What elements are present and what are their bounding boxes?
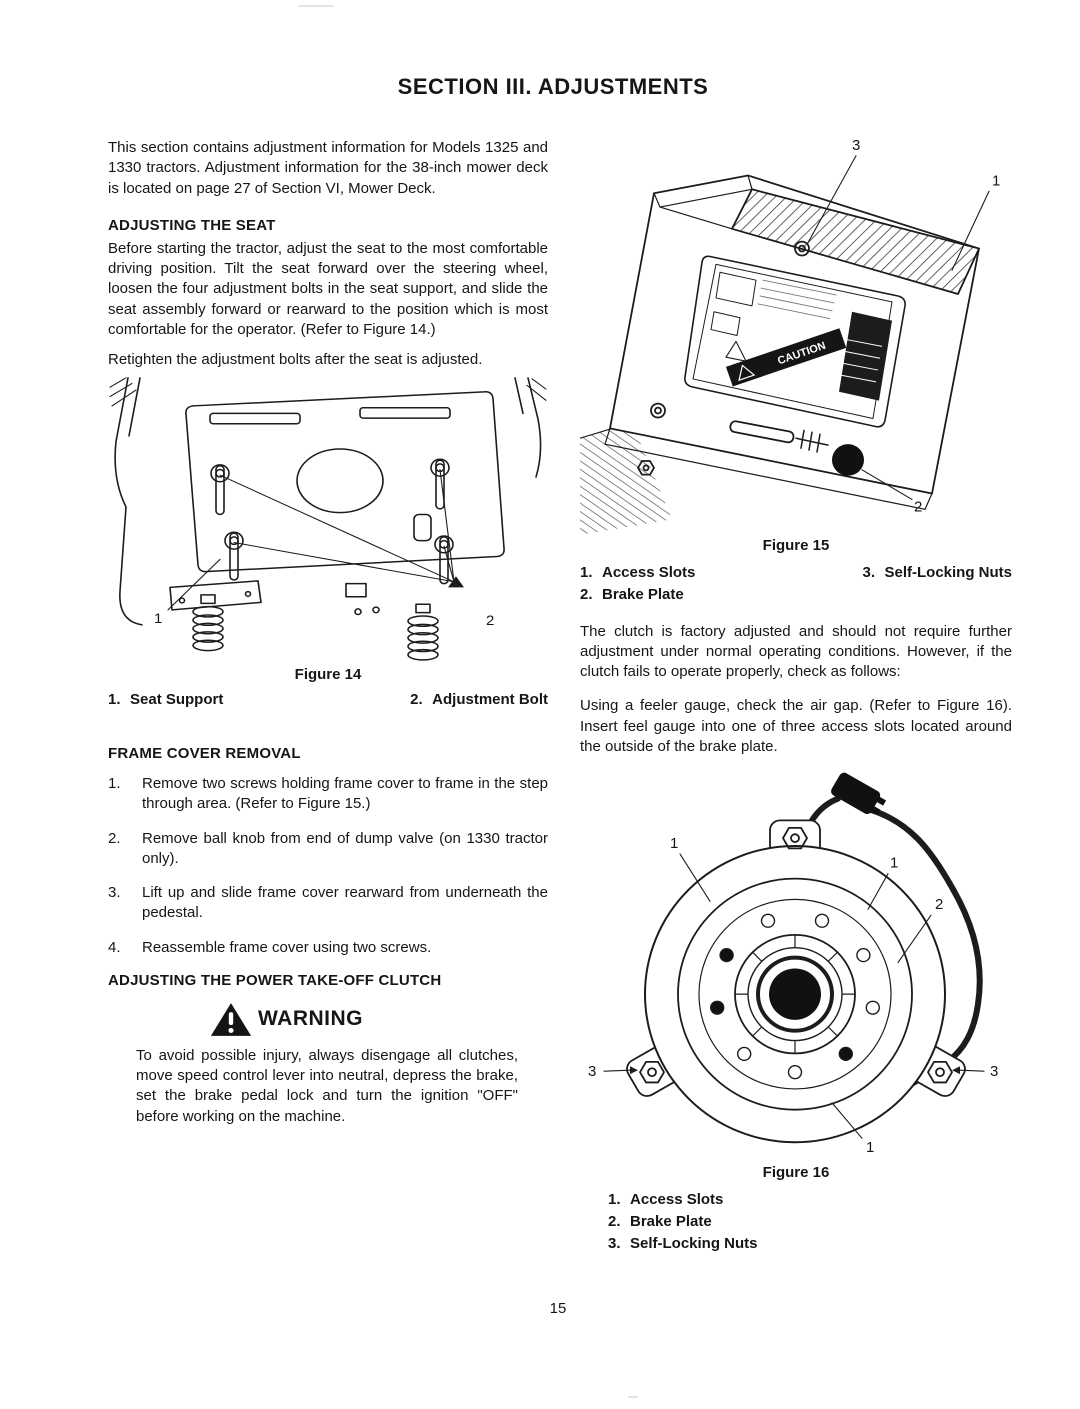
step-number: 1. bbox=[108, 775, 121, 792]
callout-number: 1. bbox=[580, 564, 593, 581]
callout-label: Brake Plate bbox=[602, 585, 684, 603]
figure16-marker-3-left: 3 bbox=[588, 1064, 597, 1081]
figure-16 bbox=[580, 769, 1012, 1181]
clutch-paragraph-2: Using a feeler gauge, check the air gap. (Refer to Figure 16). Insert feel gauge into one of three access slots located around the outside of the brake plate. bbox=[580, 697, 1012, 755]
step-text: Remove two screws holding frame cover to frame in the step through area. (Refer to Figure 15.) bbox=[142, 775, 548, 813]
seat-spring-right bbox=[408, 605, 438, 661]
ball-knob bbox=[832, 444, 864, 476]
callout-number: 3. bbox=[862, 564, 875, 581]
figure-16-illustration bbox=[580, 769, 1012, 1164]
figure14-marker-2: 2 bbox=[486, 613, 495, 629]
wire-connector bbox=[829, 771, 888, 819]
page-title: SECTION III. ADJUSTMENTS bbox=[397, 74, 709, 99]
left-column bbox=[108, 138, 548, 1127]
figure-15-illustration bbox=[580, 132, 1012, 537]
figure-16-callout-list bbox=[580, 1189, 1012, 1254]
figure15-marker-3: 3 bbox=[852, 137, 861, 154]
callout-number: 2. bbox=[608, 1212, 621, 1230]
step-item bbox=[108, 774, 548, 815]
scan-artifact-bottom bbox=[628, 1396, 638, 1398]
warning-triangle-icon bbox=[210, 1001, 252, 1038]
heading-pto-clutch: ADJUSTING THE POWER TAKE-OFF CLUTCH bbox=[108, 971, 442, 989]
figure-14-callout-lines bbox=[168, 470, 454, 610]
heading-adjusting-the-seat: ADJUSTING THE SEAT bbox=[108, 216, 276, 234]
callout-label: Adjustment Bolt bbox=[432, 691, 548, 709]
adjusting-seat-paragraph-2: Retighten the adjustment bolts after the seat is adjusted. bbox=[108, 351, 483, 368]
seat-frame-left bbox=[115, 378, 142, 625]
step-text: Lift up and slide frame cover rearward from underneath the pedestal. bbox=[142, 884, 548, 922]
callout-number: 1. bbox=[608, 1191, 621, 1208]
heading-frame-cover-removal: FRAME COVER REMOVAL bbox=[108, 745, 301, 762]
figure16-marker-2: 2 bbox=[935, 897, 944, 914]
seat-pan-opening bbox=[297, 449, 383, 513]
ground-hatching bbox=[580, 422, 672, 535]
figure-callout bbox=[410, 689, 548, 711]
clutch-paragraph-1: The clutch is factory adjusted and should not require further adjustment under normal operating conditions. However, if the clutch fails to operate properly, check as follows: bbox=[580, 622, 1012, 680]
figure15-marker-1: 1 bbox=[992, 173, 1001, 190]
callout-number: 3. bbox=[608, 1234, 621, 1252]
caution-band-text: CAUTION bbox=[776, 339, 828, 368]
figure-15-callout-list bbox=[580, 562, 1012, 606]
step-number: 2. bbox=[108, 829, 121, 847]
warning-paragraph: To avoid possible injury, always disengage all clutches, move speed control lever into neutral, depress the brake, set the brake pedal lock and turn the ignition "OFF" before working on the machine. bbox=[136, 1046, 518, 1125]
callout-label: Self-Locking Nuts bbox=[630, 1234, 758, 1252]
step-number: 4. bbox=[108, 938, 121, 956]
figure-14-illustration bbox=[108, 376, 548, 666]
figure16-marker-1-bottom: 1 bbox=[866, 1140, 875, 1157]
figure-15-caption: Figure 15 bbox=[762, 537, 830, 554]
figure-14-callout-list bbox=[108, 689, 548, 711]
figure-callout bbox=[608, 1189, 1012, 1211]
figure16-marker-1-topleft: 1 bbox=[670, 836, 679, 852]
figure-callout bbox=[862, 562, 1012, 584]
callout-number: 2. bbox=[580, 585, 593, 603]
figure-14-caption: Figure 14 bbox=[294, 666, 362, 684]
right-column bbox=[580, 132, 1012, 1254]
warning-banner bbox=[210, 1001, 548, 1038]
callout-column bbox=[580, 562, 695, 606]
warning-label: WARNING bbox=[258, 1007, 363, 1031]
figure-callout bbox=[608, 1233, 1012, 1255]
step-item bbox=[108, 938, 548, 958]
intro-paragraph: This section contains adjustment information for Models 1325 and 1330 tractors. Adjustment information for the 38-inch mower deck is located on page 27 of Section VI, Mower Deck. bbox=[108, 139, 548, 197]
step-item bbox=[108, 829, 548, 870]
callout-label: Access Slots bbox=[630, 1191, 724, 1208]
step-text: Remove ball knob from end of dump valve (on 1330 tractor only). bbox=[142, 829, 548, 867]
figure16-marker-3-right: 3 bbox=[990, 1064, 999, 1081]
step-number: 3. bbox=[108, 884, 121, 901]
page-number: 15 bbox=[549, 1300, 567, 1317]
step-item bbox=[108, 883, 548, 924]
seat-spring-left bbox=[193, 595, 223, 651]
figure15-marker-2: 2 bbox=[914, 499, 923, 516]
seat-frame-right bbox=[528, 378, 541, 477]
figure-callout bbox=[608, 1211, 1012, 1233]
scan-artifact-top bbox=[298, 5, 334, 7]
figure-15 bbox=[580, 132, 1012, 554]
figure-16-caption: Figure 16 bbox=[762, 1164, 830, 1181]
figure-callout bbox=[108, 689, 223, 711]
callout-label: Self-Locking Nuts bbox=[884, 564, 1012, 581]
callout-label: Access Slots bbox=[602, 564, 696, 581]
callout-label: Seat Support bbox=[130, 691, 224, 709]
figure16-marker-1-topright: 1 bbox=[890, 855, 899, 872]
callout-label: Brake Plate bbox=[630, 1212, 712, 1230]
callout-number: 1. bbox=[108, 691, 121, 709]
figure-callout bbox=[580, 584, 695, 606]
frame-cover-steps bbox=[108, 774, 548, 958]
step-text: Reassemble frame cover using two screws. bbox=[142, 938, 432, 956]
figure-callout bbox=[580, 562, 695, 584]
callout-number: 2. bbox=[410, 691, 423, 709]
adjusting-seat-paragraph-1: Before starting the tractor, adjust the seat to the most comfortable driving position. Tilt the seat forward over the steering wheel, loosen the four adjustment bolts in the seat support, and slide the seat assembly forward or rearward to the position which is most comfortable for the operator. (Refer to Figure 14.) bbox=[108, 239, 548, 338]
figure-14 bbox=[108, 376, 548, 683]
callout-column bbox=[862, 562, 1012, 606]
figure14-marker-1: 1 bbox=[154, 611, 163, 628]
adjustment-bolts bbox=[211, 460, 453, 554]
callout-arrowhead bbox=[448, 576, 464, 587]
